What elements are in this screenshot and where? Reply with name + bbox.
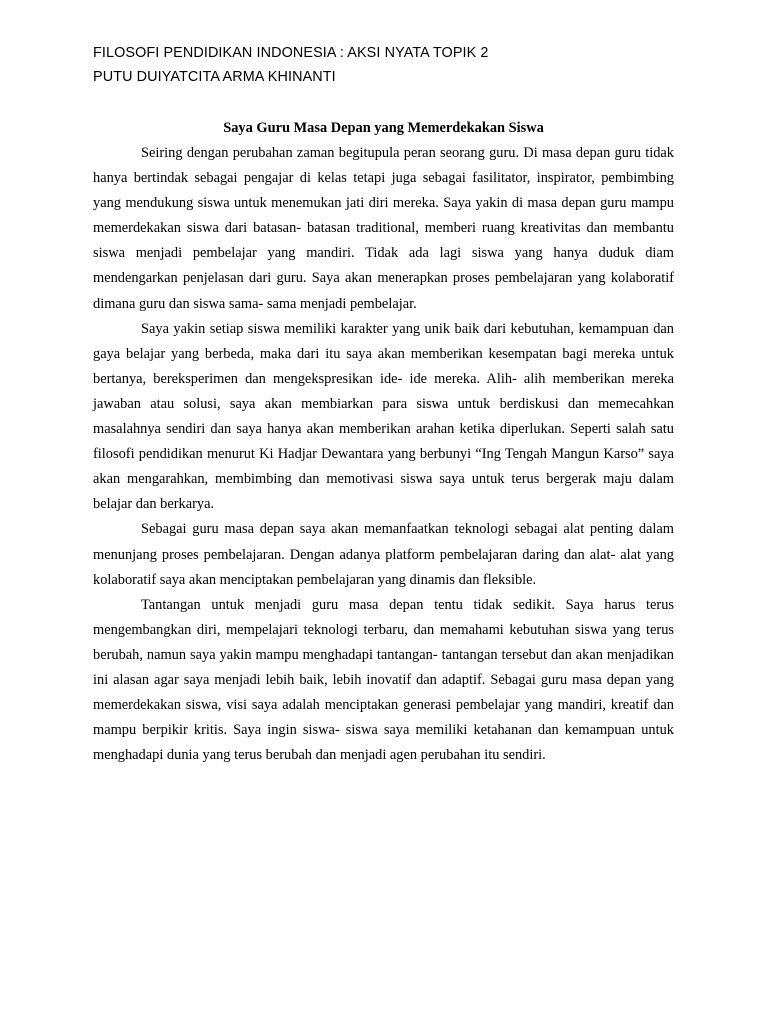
- essay-body: [93, 141, 674, 768]
- paragraph-1: Seiring dengan perubahan zaman begitupula peran seorang guru. Di masa depan guru tidak hanya bertindak sebagai pengajar di kelas tetapi juga sebagai fasilitator, inspirator, pembimbing yang mendukung siswa untuk menemukan jati diri mereka. Saya yakin di masa depan guru mampu memerdekakan siswa dari batasan- batasan traditional, memberi ruang kreativitas dan membantu siswa menjadi pembelajar yang mandiri. Tidak ada lagi siswa yang hanya duduk diam mendengarkan penjelasan dari guru. Saya akan menerapkan proses pembelajaran yang kolaboratif dimana guru dan siswa sama- sama menjadi pembelajar.: [93, 145, 674, 312]
- paragraph-2: Saya yakin setiap siswa memiliki karakter yang unik baik dari kebutuhan, kemampuan dan gaya belajar yang berbeda, maka dari itu saya akan memberikan kesempatan bagi mereka untuk bertanya, bereksperimen dan mengekspresikan ide- ide mereka. Alih- alih memberikan mereka jawaban atau solusi, saya akan membiarkan para siswa untuk berdiskusi dan memecahkan masalahnya sendiri dan saya hanya akan memberikan arahan ketika diperlukan. Seperti salah satu filosofi pendidikan menurut Ki Hadjar Dewantara yang berbunyi “Ing Tengah Mangun Karso” saya akan mengarahkan, membimbing dan memotivasi siswa saya untuk terus bergerak maju dalam belajar dan berkarya.: [93, 320, 674, 513]
- paragraph-3: Sebagai guru masa depan saya akan memanfaatkan teknologi sebagai alat penting dalam menunjang proses pembelajaran. Dengan adanya platform pembelajaran daring dan alat- alat yang kolaboratif saya akan menciptakan pembelajaran yang dinamis dan fleksible.: [93, 521, 674, 588]
- header-author-name: PUTU DUIYATCITA ARMA KHINANTI: [93, 69, 336, 85]
- header-course-title: FILOSOFI PENDIDIKAN INDONESIA : AKSI NYATA TOPIK 2: [93, 45, 489, 61]
- document-header: [93, 41, 683, 89]
- essay-title: Saya Guru Masa Depan yang Memerdekakan Siswa: [223, 120, 544, 136]
- paragraph-4: Tantangan untuk menjadi guru masa depan tentu tidak sedikit. Saya harus terus mengembangkan diri, mempelajari teknologi terbaru, dan memahami kebutuhan siswa yang terus berubah, namun saya yakin mampu menghadapi tantangan- tantangan tersebut dan akan menjadikan ini alasan agar saya menjadi lebih baik, lebih inovatif dan adaptif. Sebagai guru masa depan yang memerdekakan siswa, visi saya adalah menciptakan generasi pembelajar yang mandiri, kreatif dan mampu berpikir kritis. Saya ingin siswa- siswa saya memiliki ketahanan dan kemampuan untuk menghadapi dunia yang terus berubah dan menjadi agen perubahan itu sendiri.: [93, 596, 674, 764]
